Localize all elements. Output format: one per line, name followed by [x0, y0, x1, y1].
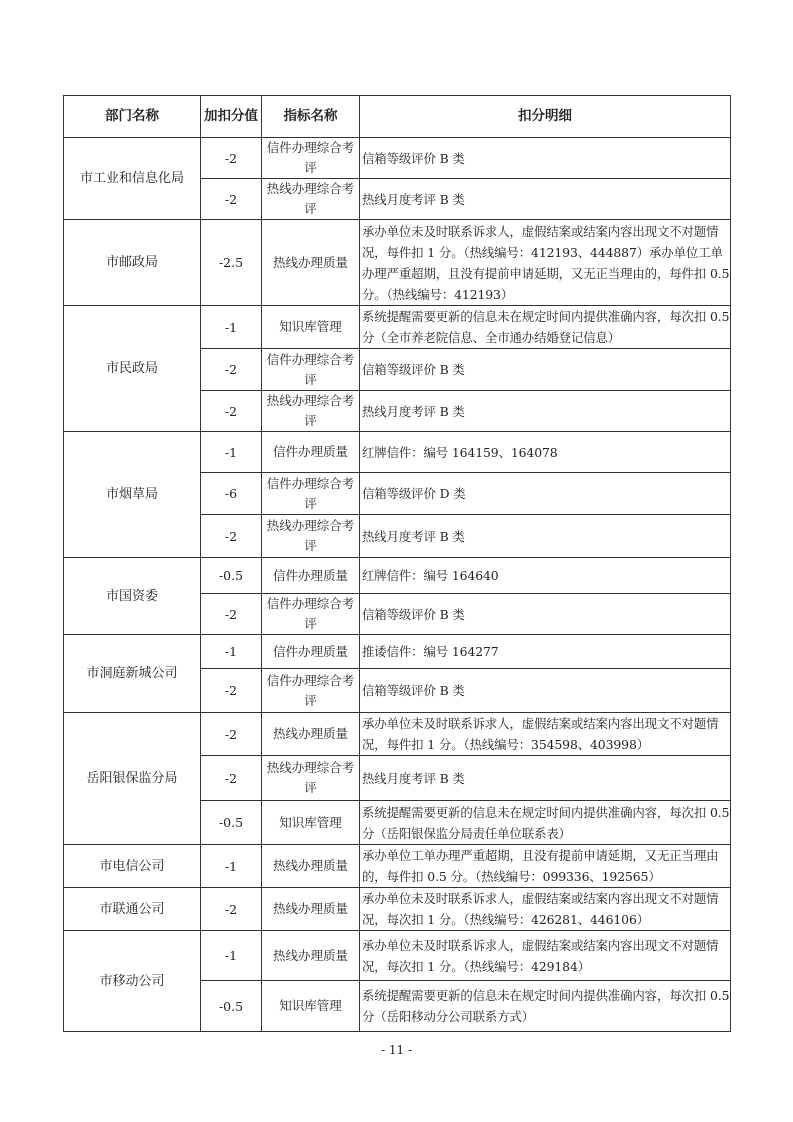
score-cell: -2	[201, 669, 262, 713]
detail-cell: 热线月度考评 B 类	[360, 515, 731, 558]
table-row	[64, 845, 731, 888]
detail-cell: 信箱等级评价 B 类	[360, 138, 731, 179]
detail-cell: 系统提醒需要更新的信息未在规定时间内提供准确内容，每次扣 0.5 分（全市养老院信息、全市通办结婚登记信息）	[360, 306, 731, 349]
score-cell: -2	[201, 179, 262, 220]
table-row	[64, 432, 731, 473]
detail-cell: 热线月度考评 B 类	[360, 391, 731, 432]
detail-cell: 信箱等级评价 B 类	[360, 594, 731, 635]
score-cell: -2	[201, 138, 262, 179]
detail-cell: 系统提醒需要更新的信息未在规定时间内提供准确内容，每次扣 0.5 分（岳阳银保监分局责任单位联系表）	[360, 801, 731, 845]
table-row	[64, 635, 731, 669]
score-cell: -2	[201, 349, 262, 391]
detail-cell: 信箱等级评价 D 类	[360, 473, 731, 515]
score-cell: -2	[201, 391, 262, 432]
score-cell: -1	[201, 635, 262, 669]
table-body	[64, 138, 731, 1032]
score-cell: -1	[201, 306, 262, 349]
detail-cell: 信箱等级评价 B 类	[360, 349, 731, 391]
indicator-cell: 热线办理综合考评	[262, 391, 360, 432]
table-row	[64, 888, 731, 931]
header-dept: 部门名称	[64, 96, 201, 138]
dept-name-cell: 市邮政局	[64, 220, 201, 306]
detail-cell: 承办单位未及时联系诉求人，虚假结案或结案内容出现文不对题情况，每件扣 1 分。（热线编号：354598、403998）	[360, 713, 731, 756]
header-value: 加扣分值	[201, 96, 262, 138]
table-row	[64, 713, 731, 756]
indicator-cell: 信件办理综合考评	[262, 669, 360, 713]
indicator-cell: 热线办理质量	[262, 931, 360, 981]
score-cell: -2	[201, 756, 262, 801]
dept-name-cell: 市联通公司	[64, 888, 201, 931]
indicator-cell: 热线办理质量	[262, 220, 360, 306]
deduction-table	[63, 95, 731, 1032]
score-cell: -2.5	[201, 220, 262, 306]
indicator-cell: 信件办理质量	[262, 558, 360, 594]
table-row	[64, 220, 731, 306]
header-indicator: 指标名称	[262, 96, 360, 138]
detail-cell: 热线月度考评 B 类	[360, 179, 731, 220]
indicator-cell: 知识库管理	[262, 801, 360, 845]
detail-cell: 推诿信件：编号 164277	[360, 635, 731, 669]
score-cell: -1	[201, 931, 262, 981]
detail-cell: 承办单位未及时联系诉求人，虚假结案或结案内容出现文不对题情况，每件扣 1 分。（热线编号：412193、444887）承办单位工单办理严重超期，且没有提前申请延期，又无正当理由的，每件扣 0.5 分。（热线编号：412193）	[360, 220, 731, 306]
table-row	[64, 138, 731, 179]
detail-cell: 承办单位工单办理严重超期，且没有提前申请延期，又无正当理由的，每件扣 0.5 分。（热线编号：099336、192565）	[360, 845, 731, 888]
indicator-cell: 热线办理质量	[262, 888, 360, 931]
indicator-cell: 信件办理质量	[262, 432, 360, 473]
dept-name-cell: 市移动公司	[64, 931, 201, 1032]
dept-name-cell: 市烟草局	[64, 432, 201, 558]
indicator-cell: 热线办理综合考评	[262, 756, 360, 801]
dept-name-cell: 市工业和信息化局	[64, 138, 201, 220]
score-cell: -0.5	[201, 801, 262, 845]
dept-name-cell: 市电信公司	[64, 845, 201, 888]
detail-cell: 红牌信件：编号 164159、164078	[360, 432, 731, 473]
score-cell: -1	[201, 432, 262, 473]
score-cell: -2	[201, 713, 262, 756]
indicator-cell: 信件办理综合考评	[262, 594, 360, 635]
table-row	[64, 558, 731, 594]
detail-cell: 承办单位未及时联系诉求人，虚假结案或结案内容出现文不对题情况，每次扣 1 分。（热线编号：429184）	[360, 931, 731, 981]
header-detail: 扣分明细	[360, 96, 731, 138]
dept-name-cell: 市民政局	[64, 306, 201, 432]
indicator-cell: 信件办理综合考评	[262, 138, 360, 179]
detail-cell: 热线月度考评 B 类	[360, 756, 731, 801]
indicator-cell: 热线办理综合考评	[262, 515, 360, 558]
score-cell: -2	[201, 594, 262, 635]
indicator-cell: 信件办理综合考评	[262, 473, 360, 515]
page-number: - 11 -	[380, 1043, 412, 1057]
indicator-cell: 热线办理质量	[262, 845, 360, 888]
score-cell: -6	[201, 473, 262, 515]
dept-name-cell: 市国资委	[64, 558, 201, 635]
indicator-cell: 热线办理质量	[262, 713, 360, 756]
dept-name-cell: 市洞庭新城公司	[64, 635, 201, 713]
dept-name-cell: 岳阳银保监分局	[64, 713, 201, 845]
indicator-cell: 知识库管理	[262, 981, 360, 1032]
indicator-cell: 信件办理质量	[262, 635, 360, 669]
score-cell: -0.5	[201, 981, 262, 1032]
score-cell: -0.5	[201, 558, 262, 594]
indicator-cell: 信件办理综合考评	[262, 349, 360, 391]
indicator-cell: 热线办理综合考评	[262, 179, 360, 220]
detail-cell: 系统提醒需要更新的信息未在规定时间内提供准确内容，每次扣 0.5 分（岳阳移动分公司联系方式）	[360, 981, 731, 1032]
table-header-row	[64, 96, 731, 138]
table-row	[64, 306, 731, 349]
detail-cell: 信箱等级评价 B 类	[360, 669, 731, 713]
score-cell: -2	[201, 888, 262, 931]
detail-cell: 承办单位未及时联系诉求人，虚假结案或结案内容出现文不对题情况，每次扣 1 分。（热线编号：426281、446106）	[360, 888, 731, 931]
table-row	[64, 931, 731, 981]
indicator-cell: 知识库管理	[262, 306, 360, 349]
score-cell: -2	[201, 515, 262, 558]
score-cell: -1	[201, 845, 262, 888]
detail-cell: 红牌信件：编号 164640	[360, 558, 731, 594]
